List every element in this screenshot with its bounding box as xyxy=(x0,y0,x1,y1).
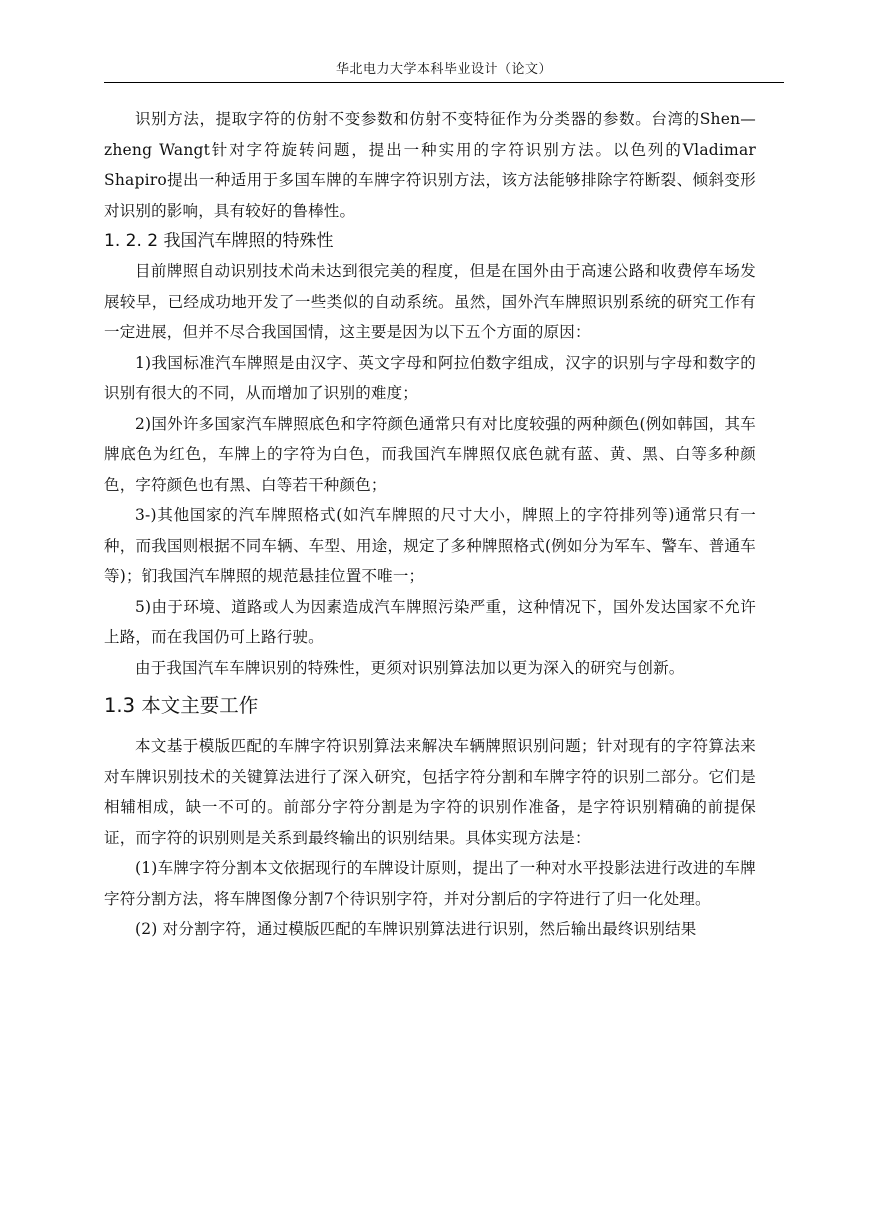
paragraph-reason-2: 2)国外许多国家汽车牌照底色和字符颜色通常只有对比度较强的两种颜色(例如韩国，其车牌底色为红色，车牌上的字符为白色，而我国汽车牌照仅底色就有蓝、黄、黑、白等多种颜色，字符颜色也有黑、白等若干种颜色； xyxy=(104,414,756,494)
paragraph-current-status: 目前牌照自动识别技术尚未达到很完美的程度，但是在国外由于高速公路和收费停车场发展较早，已经成功地开发了一些类似的自动系统。虽然，国外汽车牌照识别系统的研究工作有一定进展，但并不尽合我国国情，这主要是因为以下五个方面的原因： xyxy=(104,262,756,341)
paragraph-work-1: (1)车牌字符分割本文依据现行的车牌设计原则，提出了一种对水平投影法进行改进的车牌字符分割方法，将车牌图像分割7个待识别字符，并对分割后的字符进行了归一化处理。 xyxy=(104,859,756,908)
paragraph-conclusion: 由于我国汽车车牌识别的特殊性，更须对识别算法加以更为深入的研究与创新。 xyxy=(135,658,685,677)
paragraph-reason-1: 1)我国标准汽车牌照是由汉字、英文字母和阿拉伯数字组成，汉字的识别与字母和数字的识别有很大的不同，从而增加了识别的难度； xyxy=(104,353,756,402)
section-heading-1-3: 1.3 本文主要工作 xyxy=(104,694,259,717)
page-header: 华北电力大学本科毕业设计（论文） xyxy=(335,62,552,77)
paragraph-work-2: (2) 对分割字符，通过模版匹配的车牌识别算法进行识别，然后输出最终识别结果 xyxy=(135,920,697,938)
paragraph-intro: 识别方法，提取字符的仿射不变参数和仿射不变特征作为分类器的参数。台湾的Shen—zheng Wangt针对字符旋转问题，提出一种实用的字符识别方法。以色列的Vladimar Shapiro提出一种适用于多国车牌的车牌字符识别方法，该方法能够排除字符断裂、倾斜变形对识别的影响，具有较好的鲁棒性。 xyxy=(104,110,756,220)
paragraph-reason-3: 3-)其他国家的汽车牌照格式(如汽车牌照的尺寸大小，牌照上的字符排列等)通常只有一种，而我国则根据不同车辆、车型、用途，规定了多种牌照格式(例如分为军车、警车、普通车等)；钔我国汽车牌照的规范悬挂位置不唯一； xyxy=(104,506,756,585)
paragraph-reason-5: 5)由于环境、道路或人为因素造成汽车牌照污染严重，这种情况下，国外发达国家不允许上路，而在我国仍可上路行驶。 xyxy=(104,597,756,646)
section-heading-1-2-2: 1. 2. 2 我国汽车牌照的特殊性 xyxy=(104,231,334,251)
header-divider xyxy=(104,82,784,83)
paragraph-main-work: 本文基于模版匹配的车牌字符识别算法来解决车辆牌照识别问题；针对现有的字符算法来对车牌识别技术的关键算法进行了深入研究，包括字符分割和车牌字符的识别二部分。它们是相辅相成，缺一不可的。前部分字符分割是为字符的识别作准备，是字符识别精确的前提保证，而字符的识别则是关系到最终输出的识别结果。具体实现方法是： xyxy=(104,737,756,847)
document-body xyxy=(104,104,756,945)
